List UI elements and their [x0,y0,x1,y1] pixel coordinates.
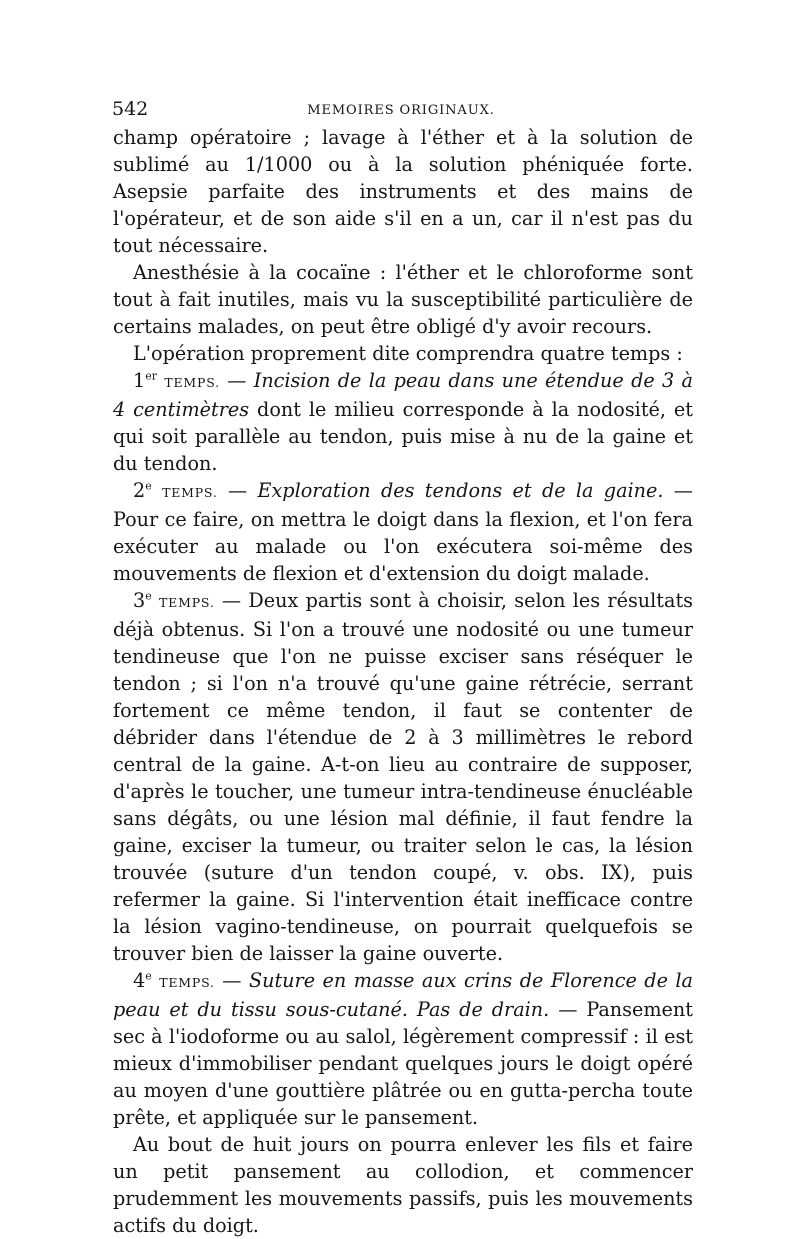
step-ordinal: e [145,479,152,493]
step-label: TEMPS. [159,975,215,990]
paragraph-step-3 [113,587,693,967]
paragraph-anesthesia: Anesthésie à la cocaïne : l'éther et le chloroforme sont tout à fait inutiles, mais vu la susceptibilité particulière de certains malades, on peut être obligé d'y avoir recours. [113,261,693,338]
step-ordinal: e [145,589,152,603]
step-text: dont le milieu corresponde à la nodosité, et qui soit parallèle au tendon, puis mise à nu de la gaine et du tendon. [113,398,693,475]
running-title: MEMOIRES ORIGINAUX. [307,103,495,118]
paragraph-step-1 [113,367,693,477]
step-dash: — [219,369,254,392]
step-text: — Pansement sec à l'iodoforme ou au salol, légèrement compressif : il est mieux d'immobiliser pendant quelques jours le doigt opéré au moyen d'une gouttière plâtrée ou en gutta-percha toute prête, et appliquée sur le pansement. [113,998,693,1129]
step-ordinal: e [145,969,152,983]
step-title: Exploration des tendons et de la gaine. [257,479,664,502]
paragraph-step-4 [113,967,693,1131]
body-text [113,124,693,1239]
step-title: Incision de la peau dans une étendue de 3 à 4 centimètres [113,369,693,421]
step-text: — Deux partis sont à choisir, selon les résultats déjà obtenus. Si l'on a trouvé une nodosité ou une tumeur tendineuse que l'on ne puisse exciser sans réséquer le tendon ; si l'on n'a trouvé qu'une gaine rétrécie, serrant fortement ce même tendon, il faut se contenter de débrider dans l'étendue de 2 à 3 millimètres le rebord central de la gaine. A-t-on lieu au contraire de supposer, d'après le toucher, une tumeur intra-tendineuse énucléable sans dégâts, ou une lésion mal définie, il faut fendre la gaine, exciser la tumeur, ou traiter selon le cas, la lésion trouvée (suture d'un tendon coupé, v. obs. IX), puis refermer la gaine. Si l'intervention était inefficace contre la lésion vagino-tendineuse, on pourrait quelquefois se trouver bien de laisser la gaine ouverte. [113,589,694,965]
step-dash: — [217,479,258,502]
paragraph-preparation: champ opératoire ; lavage à l'éther et à la solution de sublimé au 1/1000 ou à la solution phéniquée forte. Asepsie parfaite des instruments et des mains de l'opérateur, et de son aide s'il en a un, car il n'est pas du tout nécessaire. [113,126,693,257]
page-number: 542 [112,98,149,120]
step-number: 1 [133,369,146,392]
step-number: 2 [133,479,146,502]
step-label: TEMPS. [164,375,220,390]
step-label: TEMPS. [162,485,218,500]
step-text: — Pour ce faire, on mettra le doigt dans la flexion, et l'on fera exécuter au malade ou l'on exécutera soi-même des mouvements de flexion et d'extension du doigt malade. [113,479,693,585]
paragraph-aftercare: Au bout de huit jours on pourra enlever les fils et faire un petit pansement au collodion, et commencer prudemment les mouvements passifs, puis les mouvements actifs du doigt. [113,1133,693,1237]
step-dash: — [214,969,249,992]
paragraph-operation-intro: L'opération proprement dite comprendra quatre temps : [133,342,683,365]
step-label: TEMPS. [159,595,215,610]
step-title: Suture en masse aux crins de Florence de la peau et du tissu sous-cutané. Pas de drain. [113,969,693,1021]
step-number: 4 [133,969,146,992]
paragraph-step-2 [113,477,693,587]
step-number: 3 [133,589,146,612]
step-ordinal: er [145,369,157,383]
